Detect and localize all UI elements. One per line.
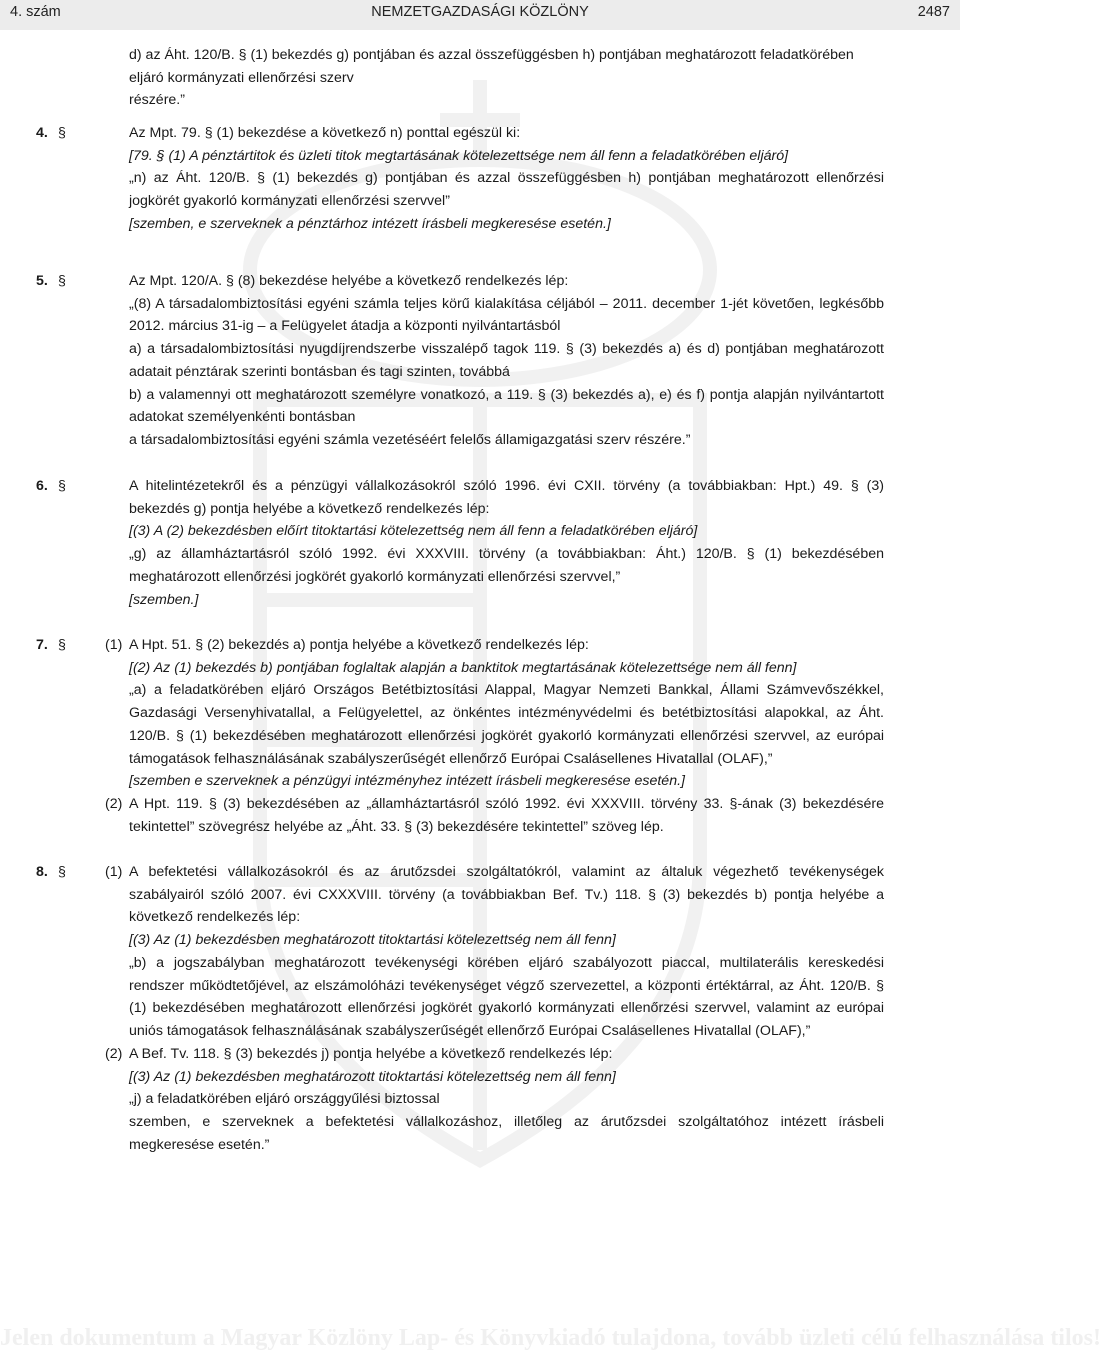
paragraph-sign: § bbox=[58, 637, 66, 653]
section-text: „b) a jogszabályban meghatározott tevékenységi körében eljáró szabályozott piaccal, multilaterális kereskedési rendszer működtetőjével, az elszámolóházi tevékenységet végző szervezettel, a központi értéktárral, az Áht. 120/B. § (1) bekezdésében meghatározott ellenőrzési jogkörét gyakorló kormányzati ellenőrzési szervvel, valamint az európai uniós támogatások felhasználásának szabályszerűségét ellenőrző Európai Csalásellenes Hivatallal (OLAF),” bbox=[129, 954, 884, 1039]
section-text: A Hpt. 51. § (2) bekezdés a) pontja helyébe a következő rendelkezés lép: bbox=[129, 637, 589, 653]
section-text-italic: [szemben, e szerveknek a pénztárhoz intézett írásbeli megkeresése esetén.] bbox=[129, 215, 611, 232]
section-text-italic: [(2) Az (1) bekezdés b) pontjában foglaltak alapján a banktitok megtartásának kötelezettsége nem áll fenn] bbox=[129, 659, 797, 676]
section-text: A befektetési vállalkozásokról és az árutőzsdei szolgáltatókról, valamint az általuk végezhető tevékenységek szabályairól szóló 2007. évi CXXXVIII. törvény (a továbbiakban Bef. Tv.) 118. § (3) bekezdés b) pontja helyébe a következő rendelkezés lép: bbox=[129, 864, 884, 926]
section-number: 6. bbox=[36, 478, 48, 494]
section-text-italic: [79. § (1) A pénztártitok és üzleti titok megtartásának kötelezettsége nem áll fenn a feladatkörében eljáró] bbox=[129, 147, 789, 164]
section-text: Az Mpt. 79. § (1) bekezdése a következő n) ponttal egészül ki: bbox=[129, 125, 521, 141]
section-text: A Bef. Tv. 118. § (3) bekezdés j) pontja helyébe a következő rendelkezés lép: bbox=[129, 1046, 613, 1062]
section-text-italic: [(3) A (2) bekezdésben előírt titoktartási kötelezettség nem áll fenn a feladatkörében eljáró] bbox=[129, 523, 698, 540]
section-text: „g) az államháztartásról szóló 1992. évi XXXVIII. törvény (a továbbiakban: Áht.) 120/B. § (1) bekezdésében meghatározott ellenőrzési jogkörét gyakorló kormányzati ellenőrzési szervvel,” bbox=[129, 546, 884, 585]
section-text: „a) a feladatkörében eljáró Országos Betétbiztosítási Alappal, Magyar Nemzeti Bankkal, Állami Számvevőszékkel, Gazdasági Versenyhivatallal, a Felügyelettel, az önkéntes intézményvédelmi és betétbiztosítási alapokkal, az Áht. 120/B. § (1) bekezdésében meghatározott ellenőrzési jogkörét gyakorló kormányzati ellenőrzési szervvel, az európai támogatások felhasználásának szabályszerűségét ellenőrző Európai Csalásellenes Hivatallal (OLAF),” bbox=[129, 682, 884, 767]
section-text-italic: [szemben e szerveknek a pénzügyi intézményhez intézett írásbeli megkeresése esetén.] bbox=[129, 773, 685, 790]
section-text: „(8) A társadalombiztosítási egyéni számla teljes körű kialakítása céljából – 2011. december 1-jét követően, legkésőbb 2012. március 31-ig – a Felügyelet átadja a központi nyilvántartásból bbox=[129, 295, 884, 335]
paragraph-sign: § bbox=[58, 125, 66, 141]
continuation-line: eljáró kormányzati ellenőrzési szerv bbox=[129, 69, 354, 86]
section-text-italic: [(3) Az (1) bekezdésben meghatározott titoktartási kötelezettség nem áll fenn] bbox=[129, 1068, 616, 1085]
continuation-line: d) az Áht. 120/B. § (1) bekezdés g) pontjában és azzal összefüggésben h) pontjában meghatározott feladatkörében bbox=[129, 47, 854, 63]
section-text: A Hpt. 119. § (3) bekezdésében az „államháztartásról szóló 1992. évi XXXVIII. törvény 33. §-ának (3) bekezdésére tekintettel” szövegrész helyébe az „Áht. 33. § (3) bekezdésére tekintettel” szöveg lép. bbox=[129, 796, 884, 835]
section-text: A hitelintézetekről és a pénzügyi vállalkozásokról szóló 1996. évi CXII. törvény (a továbbiakban: Hpt.) 49. § (3) bekezdés g) pontja helyébe a következő rendelkezés lép: bbox=[129, 478, 884, 517]
subsection-number: (1) bbox=[105, 864, 123, 880]
page-header bbox=[0, 0, 960, 30]
issue-number: 4. szám bbox=[10, 4, 61, 20]
subsection-number: (2) bbox=[105, 1046, 123, 1062]
section-text: b) a valamennyi ott meghatározott személyre vonatkozó, a 119. § (3) bekezdés a), e) és f) pontja alapján nyilvántartott adatokat személyenkénti bontásban bbox=[129, 386, 884, 426]
paragraph-sign: § bbox=[58, 478, 66, 494]
section-text-italic: [szemben.] bbox=[129, 591, 199, 608]
section-text: „j) a feladatkörében eljáró országgyűlési biztossal bbox=[129, 1091, 440, 1108]
section-number: 8. bbox=[36, 864, 48, 880]
journal-title: NEMZETGAZDASÁGI KÖZLÖNY bbox=[371, 4, 589, 20]
section-text: szemben, e szerveknek a befektetési vállalkozáshoz, illetőleg az árutőzsdei szolgáltatóhoz intézett írásbeli megkeresése esetén.” bbox=[129, 1114, 884, 1153]
paragraph-sign: § bbox=[58, 864, 66, 880]
page-number: 2487 bbox=[917, 4, 950, 20]
section-text: Az Mpt. 120/A. § (8) bekezdése helyébe a következő rendelkezés lép: bbox=[129, 273, 569, 289]
section-text-italic: [(3) Az (1) bekezdésben meghatározott titoktartási kötelezettség nem áll fenn] bbox=[129, 932, 616, 949]
section-text: „n) az Áht. 120/B. § (1) bekezdés g) pontjában és azzal összefüggésben h) pontjában meghatározott ellenőrzési jogkörét gyakorló kormányzati ellenőrzési szervvel” bbox=[129, 170, 884, 210]
section-number: 5. bbox=[36, 273, 48, 289]
section-text: a társadalombiztosítási egyéni számla vezetéséért felelős államigazgatási szerv részére.” bbox=[129, 431, 691, 448]
subsection-number: (1) bbox=[105, 637, 123, 653]
continuation-line: részére.” bbox=[129, 92, 185, 109]
paragraph-sign: § bbox=[58, 273, 66, 289]
section-text: a) a társadalombiztosítási nyugdíjrendszerbe visszalépő tagok 119. § (3) bekezdés a) és d) pontjában meghatározott adatait pénztárak szerinti bontásban és tagi szinten, továbbá bbox=[129, 341, 884, 380]
subsection-number: (2) bbox=[105, 796, 123, 812]
section-number: 4. bbox=[36, 125, 48, 141]
section-number: 7. bbox=[36, 637, 48, 653]
footer-watermark: Jelen dokumentum a Magyar Közlöny Lap- és Könyvkiadó tulajdona, tovább üzleti célú felhasználása tilos! bbox=[0, 1325, 1101, 1351]
